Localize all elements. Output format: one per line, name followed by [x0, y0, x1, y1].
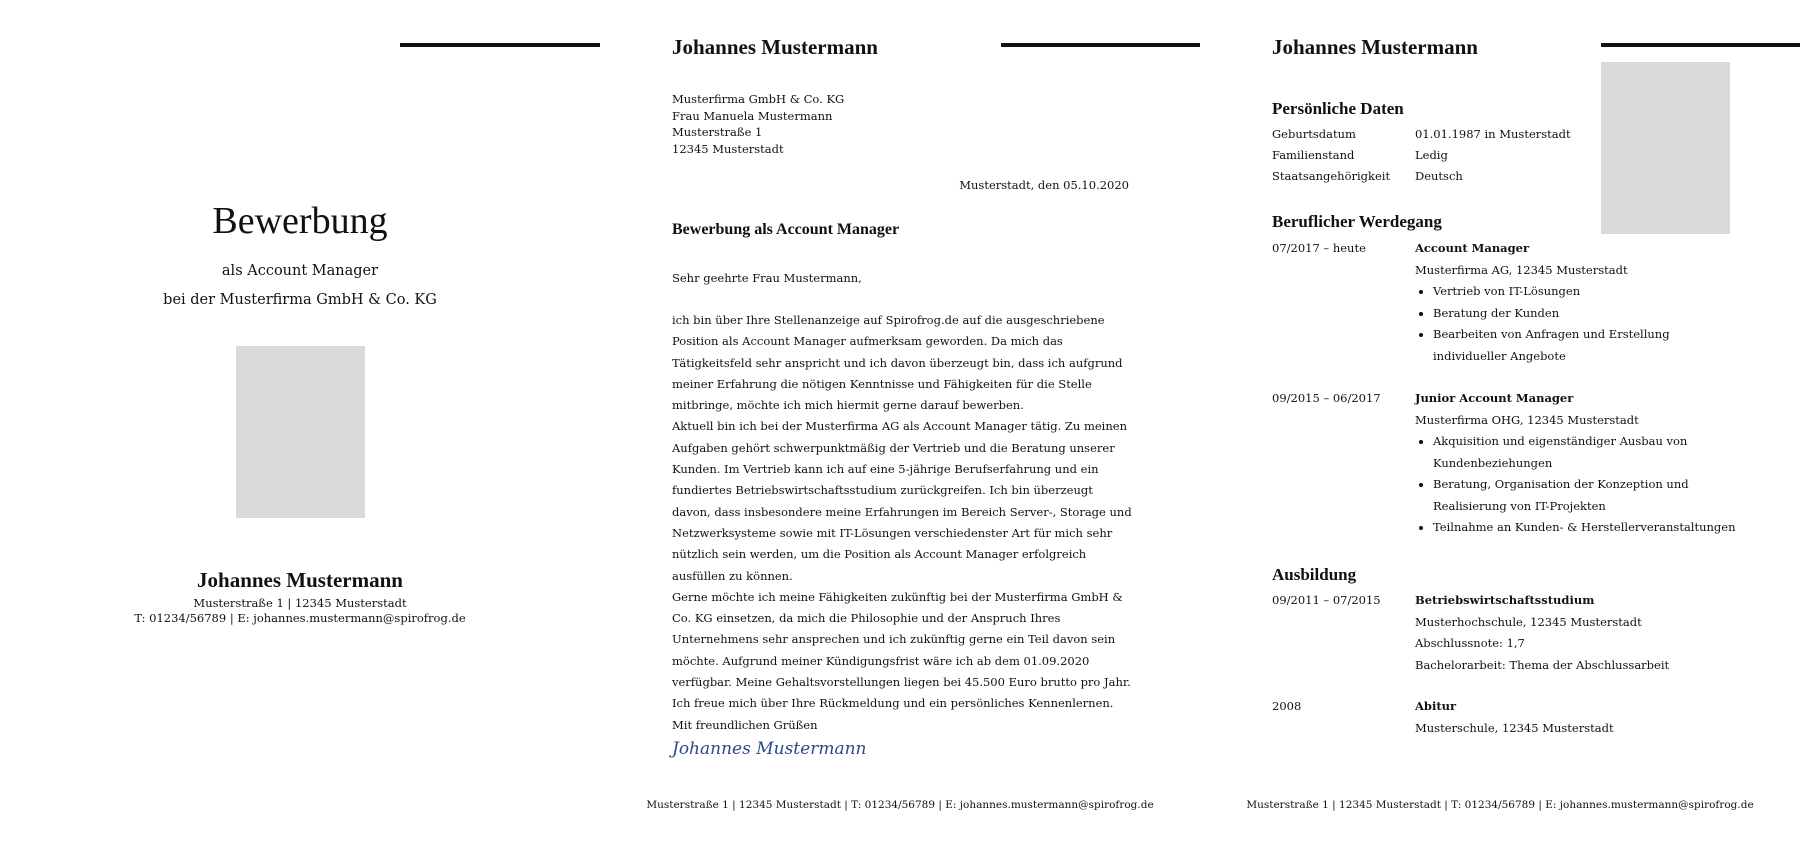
- recipient-line: Musterstraße 1: [672, 125, 763, 139]
- entry-date: 2008: [1272, 699, 1302, 713]
- entry-bullet: • Vertrieb von IT-Lösungen: [1433, 281, 1742, 303]
- recipient-line: Musterfirma GmbH & Co. KG: [672, 92, 845, 106]
- entry-line: Bachelorarbeit: Thema der Abschlussarbeit: [1415, 657, 1670, 672]
- recipient-line: 12345 Musterstadt: [672, 141, 784, 156]
- entry-line: Abschlussnote: 1,7: [1415, 636, 1525, 650]
- entry-org: Musterfirma OHG, 12345 Musterstadt: [1415, 412, 1639, 427]
- entry-date: 09/2015 – 06/2017: [1272, 391, 1381, 405]
- signature: Johannes Mustermann: [672, 739, 867, 759]
- recipient-line: Frau Manuela Mustermann: [672, 108, 833, 123]
- section-heading-personal: Persönliche Daten: [1272, 99, 1404, 118]
- career-entry: [1272, 388, 1742, 539]
- personal-value: Ledig: [1415, 148, 1448, 162]
- entry-bullet: • Beratung der Kunden: [1433, 303, 1742, 325]
- entry-date: 07/2017 – heute: [1272, 241, 1366, 255]
- cover-address: Musterstraße 1 | 12345 Musterstadt: [193, 596, 407, 610]
- entry-line: Musterschule, 12345 Musterstadt: [1415, 720, 1614, 735]
- entry-bullet: • Beratung, Organisation der Konzeption und Realisierung von IT-Projekten: [1433, 474, 1742, 517]
- letter-footer: Musterstraße 1 | 12345 Musterstadt | T: 01234/56789 | E: johannes.mustermann@spirofrog.de: [646, 799, 1154, 811]
- letter-page: [600, 0, 1200, 848]
- section-heading-education: Ausbildung: [1272, 565, 1357, 584]
- entry-bullet: • Bearbeiten von Anfragen und Erstellung individueller Angebote: [1433, 324, 1742, 367]
- cover-page: [0, 0, 600, 848]
- header-rule: [400, 43, 600, 47]
- education-entry: [1272, 590, 1742, 676]
- education-entry: [1272, 696, 1742, 739]
- entry-bullet: • Akquisition und eigenständiger Ausbau von Kundenbeziehungen: [1433, 431, 1742, 474]
- personal-value: Deutsch: [1415, 169, 1463, 183]
- header-rule: [1001, 43, 1200, 47]
- career-entry: [1272, 238, 1742, 367]
- letter-subject: Bewerbung als Account Manager: [672, 221, 900, 238]
- letter-paragraph: Gerne möchte ich meine Fähigkeiten zukünftig bei der Musterfirma GmbH & Co. KG einsetzen, da mich die Philosophie und der Anspruch Ihres Unternehmens sehr ansprechen und ich zukünftig gerne ein Teil davon sein möchte. Aufgrund meiner Kündigungsfrist wäre ich ab dem 01.09.2020 verfügbar. Meine Gehaltsvorstellungen liegen bei 45.500 Euro brutto pro Jahr. Ich freue mich über Ihre Rückmeldung und ein persönliches Kennenlernen.: [672, 589, 1131, 711]
- letter-paragraph: Aktuell bin ich bei der Musterfirma AG als Account Manager tätig. Zu meinen Aufgaben gehört schwerpunktmäßig der Vertrieb und die Beratung unserer Kunden. Im Vertrieb kann ich auf eine 5-jährige Berufserfahrung und ein fundiertes Betriebswirtschaftsstudium zurückgreifen. Ich bin überzeugt davon, dass insbesondere meine Erfahrungen im Bereich Server-, Storage und Netzwerksysteme sowie mit IT-Lösungen verschiedenster Art für mich sehr nützlich sein werden, um die Position als Account Manager erfolgreich ausfüllen zu können.: [672, 419, 1132, 583]
- photo-placeholder: [1601, 62, 1730, 234]
- letter-closing: Mit freundlichen Grüßen: [672, 718, 818, 732]
- letter-body: [672, 310, 1134, 715]
- cv-footer: Musterstraße 1 | 12345 Musterstadt | T: 01234/56789 | E: johannes.mustermann@spirofrog.de: [1246, 799, 1754, 811]
- letter-paragraph: ich bin über Ihre Stellenanzeige auf Spirofrog.de auf die ausgeschriebene Position als Account Manager aufmerksam geworden. Da mich das Tätigkeitsfeld sehr anspricht und ich davon überzeugt bin, dass ich aufgrund meiner Erfahrung die nötigen Kenntnisse und Fähigkeiten für die Stelle mitbringe, möchte ich mich hiermit gerne darauf bewerben.: [672, 313, 1123, 413]
- personal-label: Familienstand: [1272, 148, 1355, 162]
- entry-title: Betriebswirtschaftsstudium: [1415, 593, 1595, 607]
- entry-line: Musterhochschule, 12345 Musterstadt: [1415, 614, 1642, 629]
- letter-date: Musterstadt, den 05.10.2020: [959, 178, 1129, 192]
- entry-bullet: • Teilnahme an Kunden- & Herstellerveranstaltungen: [1433, 517, 1742, 539]
- cover-contact: T: 01234/56789 | E: johannes.mustermann@spirofrog.de: [134, 611, 466, 625]
- header-rule: [1601, 43, 1800, 47]
- cv-header-name: Johannes Mustermann: [1272, 35, 1478, 59]
- personal-label: Geburtsdatum: [1272, 127, 1356, 141]
- cover-company-line: bei der Musterfirma GmbH & Co. KG: [163, 292, 437, 308]
- entry-title: Abitur: [1415, 699, 1457, 713]
- section-heading-career: Beruflicher Werdegang: [1272, 212, 1442, 231]
- cv-page: [1200, 0, 1800, 848]
- entry-org: Musterfirma AG, 12345 Musterstadt: [1415, 262, 1628, 277]
- cover-position-line: als Account Manager: [221, 263, 379, 279]
- letter-salutation: Sehr geehrte Frau Mustermann,: [672, 271, 862, 285]
- personal-label: Staatsangehörigkeit: [1272, 169, 1391, 183]
- entry-title: Account Manager: [1415, 241, 1530, 255]
- photo-placeholder: [236, 346, 365, 518]
- letter-header-name: Johannes Mustermann: [672, 35, 878, 59]
- cover-name: Johannes Mustermann: [197, 568, 403, 592]
- entry-title: Junior Account Manager: [1415, 391, 1574, 405]
- recipient-address: [672, 91, 844, 157]
- cover-title: Bewerbung: [212, 200, 388, 242]
- personal-value: 01.01.1987 in Musterstadt: [1415, 127, 1571, 141]
- entry-date: 09/2011 – 07/2015: [1272, 593, 1381, 607]
